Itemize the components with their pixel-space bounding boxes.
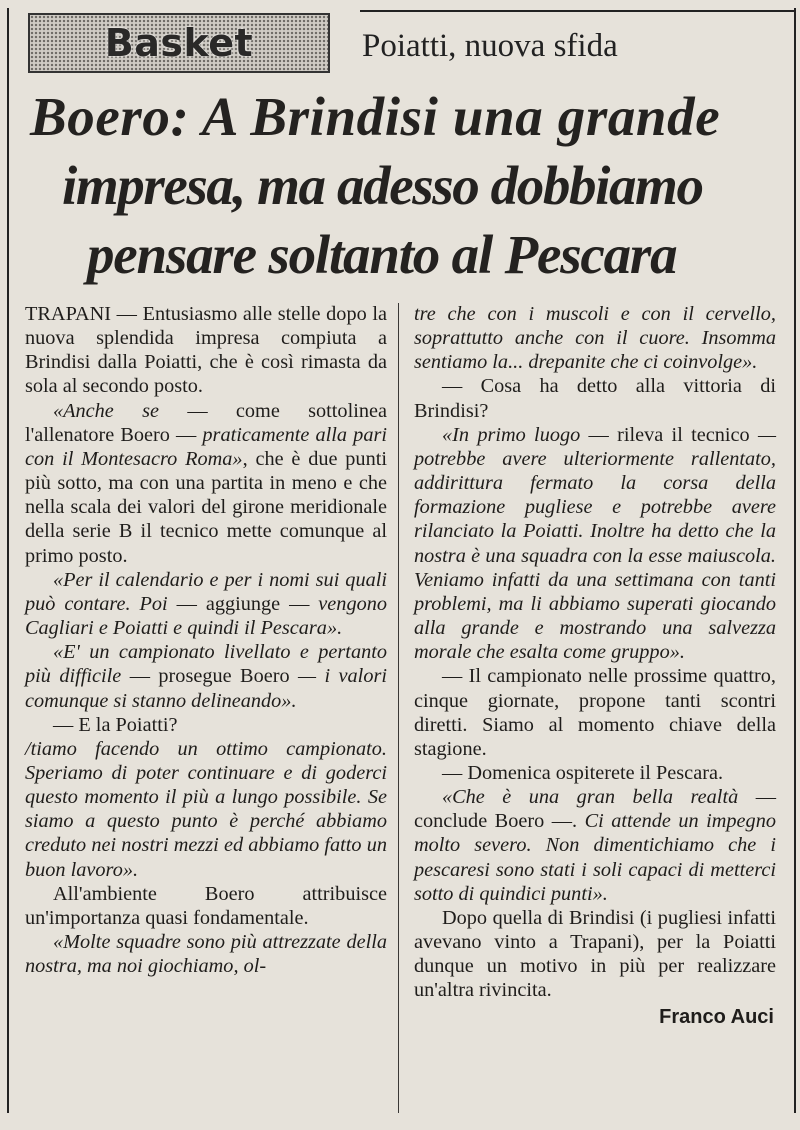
headline-line-3: pensare soltanto al Pescara <box>87 224 677 285</box>
headline-line-1: Boero: A Brindisi una grande <box>30 86 721 147</box>
paragraph-body: Dopo quella di Brindisi (i pugliesi infatti avevano vinto a Trapani), per la Poiatti dunque un motivo in più per realizzare un'altra rivincita. <box>414 906 776 1002</box>
paragraph-quote-continued: tre che con i muscoli e con il cervello, soprattutto anche con il cuore. Insomma sentiamo la... drepanite che ci coinvolge». <box>414 303 776 374</box>
paragraph-question: — Cosa ha detto alla vittoria di Brindisi? <box>414 375 776 422</box>
paragraph-question: — E la Poiatti? <box>53 713 178 736</box>
paragraph-question: — Domenica ospiterete il Pescara. <box>442 761 724 784</box>
body-column-left <box>25 302 387 978</box>
section-kicker: Basket <box>104 21 254 65</box>
headline-line-2: impresa, ma adesso dobbiamo <box>62 155 703 216</box>
paragraph-question: — Il campionato nelle prossime quattro, cinque giornate, propone tanti scontri diretti. Siamo al momento chiave della stagione. <box>414 665 776 760</box>
byline: Franco Auci <box>659 1005 774 1028</box>
top-rule <box>360 10 795 12</box>
paragraph-quote: «E' un campionato livellato e pertanto più difficile — prosegue Boero — i valori comunque si stanno delineando». <box>25 641 387 712</box>
headline <box>22 82 792 289</box>
subheadline: Poiatti, nuova sfida <box>362 28 618 64</box>
paragraph-quote: «Anche se — come sottolinea l'allenatore Boero — praticamente alla pari con il Montesacro Roma», che è due punti più sotto, ma con una partita in meno e che nella scala dei valori del girone meridionale della serie B il tecnico mette comunque al primo posto. <box>25 399 387 567</box>
body-column-right <box>414 302 776 1029</box>
paragraph-quote: «Molte squadre sono più attrezzate della nostra, ma noi giochiamo, ol- <box>25 931 387 978</box>
left-border-rule <box>7 8 9 1113</box>
paragraph-quote: «Per il calendario e per i nomi sui quali può contare. Poi — aggiunge — vengono Cagliari e Poiatti e quindi il Pescara». <box>25 568 388 640</box>
paragraph-body: All'ambiente Boero attribuisce un'importanza quasi fondamentale. <box>25 882 387 929</box>
right-border-rule <box>794 8 796 1113</box>
paragraph-quote: «In primo luogo — rileva il tecnico — potrebbe avere ulteriormente rallentato, addirittura fermato la corsa della formazione pugliese e potrebbe avere rilanciato la Poiatti. Inoltre ha detto che la nostra è una squadra con la esse maiuscola. Veniamo infatti da una settimana con tanti problemi, ma li abbiamo superati giocando alla grande e mostrando una salvezza morale che esalta come gruppo». <box>414 423 776 664</box>
section-kicker-box <box>28 13 330 73</box>
column-divider <box>398 303 399 1113</box>
paragraph-dateline: TRAPANI — Entusiasmo alle stelle dopo la nuova splendida impresa compiuta a Brindisi dalla Poiatti, che è così rimasta da sola al secondo posto. <box>25 303 387 398</box>
paragraph-quote: «Che è una gran bella realtà — conclude Boero —. Ci attende un impegno molto severo. Non dimentichiamo che i pescaresi sono stati i soli capaci di metterci sotto di quindici punti». <box>414 786 776 905</box>
paragraph-answer: /tiamo facendo un ottimo campionato. Speriamo di poter continuare e di goderci questo momento il più a lungo possibile. Se siamo a questo punto è perché abbiamo creduto nei nostri mezzi ed abbiamo fatto un buon lavoro». <box>25 737 387 881</box>
